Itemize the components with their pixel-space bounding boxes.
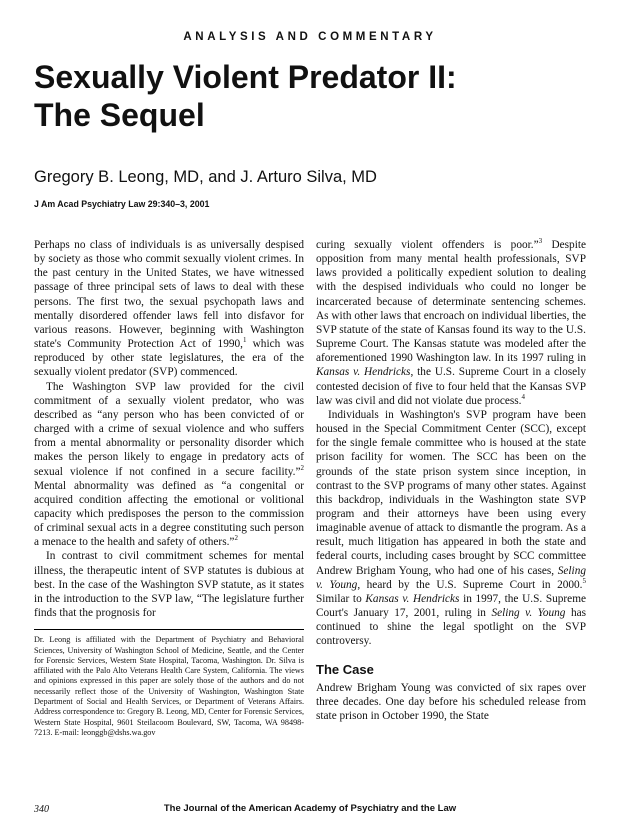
case-name: Kansas v. Hendricks bbox=[365, 592, 460, 605]
author-footnote: Dr. Leong is affiliated with the Department of Psychiatry and Behavioral Sciences, University of Washington School of Medicine, Seattle, and the Center for Forensic Services, Western State Hospital, Tacoma, Washington. Dr. Silva is affiliated with the Palo Alto Veterans Health Care System, California. The views and opinions expressed in this paper are solely those of the authors and do not necessarily reflect those of the University of Washington, Washington State Department of Social and Health Services, or Department of Veterans Affairs. Address correspondence to: Gregory B. Leong, MD, Center for Forensic Services, Western State Hospital, 9601 Steilacoom Boulevard, SW, Tacoma, WA 98498-7213. E-mail: leonggb@dshs.wa.gov bbox=[34, 635, 304, 737]
title-line-2: The Sequel bbox=[34, 97, 205, 133]
footnote-ref: 2 bbox=[234, 534, 238, 543]
footnote-divider bbox=[34, 629, 304, 630]
right-column bbox=[316, 238, 586, 723]
title-line-1: Sexually Violent Predator II: bbox=[34, 59, 457, 95]
body-paragraph-1 bbox=[34, 238, 304, 380]
paragraph-text: Perhaps no class of individuals is as universally despised by society as those who commit sexually violent crimes. In the past century in the United States, we have witnessed passage of three principal sets of laws to deal with these persons. The first two, the sexual psychopath laws and mentally disordered offender laws fell into disfavor for various reasons. However, beginning with Washington state's Community Protection Act of 1990, bbox=[34, 239, 304, 351]
footnote-ref: 5 bbox=[582, 576, 586, 585]
paragraph-text: Individuals in Washington's SVP program have been housed in the Special Commitment Center (SCC), except for the single female committee who is housed at the state prison facility for women. The SCC has been on the grounds of the state prison system since inception, in contrast to the SVP programs of many other states. Against this backdrop, individuals in the Washington state SVP program and their attorneys have been using every imaginable avenue of attack to dismantle the program. As a result, much litigation has appeared in both the state and federal courts, including cases brought by SCC committee Andrew Brigham Young, who had one of his cases, bbox=[316, 408, 586, 577]
section-subhead: The Case bbox=[316, 661, 374, 677]
paragraph-text: The Washington SVP law provided for the civil commitment of a sexually violent predator, who was described as “any person who has been convicted of or charged with a crime of sexual violence and who suffers from a mental abnormality or personality disorder which makes the person likely to engage in predatory acts of sexual violence if not confined in a secure facility.” bbox=[34, 380, 304, 478]
left-column bbox=[34, 238, 304, 738]
paragraph-text: Similar to bbox=[316, 592, 366, 605]
paragraph-text: , the U.S. Supreme Court in a closely contested decision of five to four held that the Kansas SVP law was civil and did not violate due process. bbox=[316, 366, 586, 407]
paragraph-text: curing sexually violent offenders is poor.” bbox=[316, 239, 539, 251]
body-paragraph-2 bbox=[34, 380, 304, 550]
paragraph-text: Mental abnormality was defined as “a congenital or acquired condition affecting the emotional or volitional capacity which predisposes the person to the commission of criminal sexual acts in a degree constituting such person a menace to the health and safety of others.” bbox=[34, 479, 304, 549]
footnote-ref: 1 bbox=[242, 336, 247, 345]
body-paragraph-3 bbox=[34, 549, 304, 620]
citation-line: J Am Acad Psychiatry Law 29:340–3, 2001 bbox=[34, 199, 210, 209]
footnote-ref: 3 bbox=[538, 237, 543, 246]
paragraph-text: has continued to shine the legal spotlight on the SVP controversy. bbox=[316, 607, 586, 648]
author-line: Gregory B. Leong, MD, and J. Arturo Silva, MD bbox=[34, 168, 377, 186]
footnote-ref: 2 bbox=[300, 463, 304, 472]
case-name: Seling v. Young bbox=[491, 607, 566, 620]
footnote-ref: 4 bbox=[521, 392, 525, 401]
article-title bbox=[34, 58, 594, 134]
paragraph-text: which was reproduced by other state legislatures, the era of the sexually violent predator (SVP) commenced. bbox=[34, 338, 305, 379]
paragraph-text: Despite opposition from many mental health professionals, SVP laws provided a politically expedient solution to dealing with the despised individuals who could no longer be incarcerated because of determinate sentencing schemes. As with other laws that encroach on individual liberties, the SVP statute of the state of Kansas found its way to the U.S. Supreme Court. The Kansas statute was modeled after the aforementioned 1990 Washington law. In its 1997 ruling in bbox=[316, 239, 586, 365]
case-name: Kansas v. Hendricks bbox=[316, 366, 411, 379]
body-paragraph-4 bbox=[316, 238, 586, 408]
paragraph-text: In contrast to civil commitment schemes for mental illness, the therapeutic intent of SVP statutes is dubious at best. In the case of the Washington SVP statute, as it states in the introduction to the SVP law, “The legislature further finds that the prognosis for bbox=[34, 550, 304, 620]
section-header: ANALYSIS AND COMMENTARY bbox=[183, 31, 437, 43]
paragraph-text: in 1997, the U.S. Supreme Court's January 17, 2001, ruling in bbox=[316, 592, 586, 620]
journal-footer: The Journal of the American Academy of Psychiatry and the Law bbox=[163, 803, 457, 814]
case-name: Seling v. Young bbox=[316, 564, 586, 591]
page-number: 340 bbox=[34, 804, 49, 815]
paragraph-text: , heard by the U.S. Supreme Court in 2000. bbox=[357, 578, 583, 591]
body-paragraph-6 bbox=[316, 681, 586, 723]
body-paragraph-5 bbox=[316, 408, 586, 649]
paragraph-text: Andrew Brigham Young was convicted of six rapes over three decades. One day before his scheduled release from state prison in October 1990, the State bbox=[316, 681, 586, 722]
